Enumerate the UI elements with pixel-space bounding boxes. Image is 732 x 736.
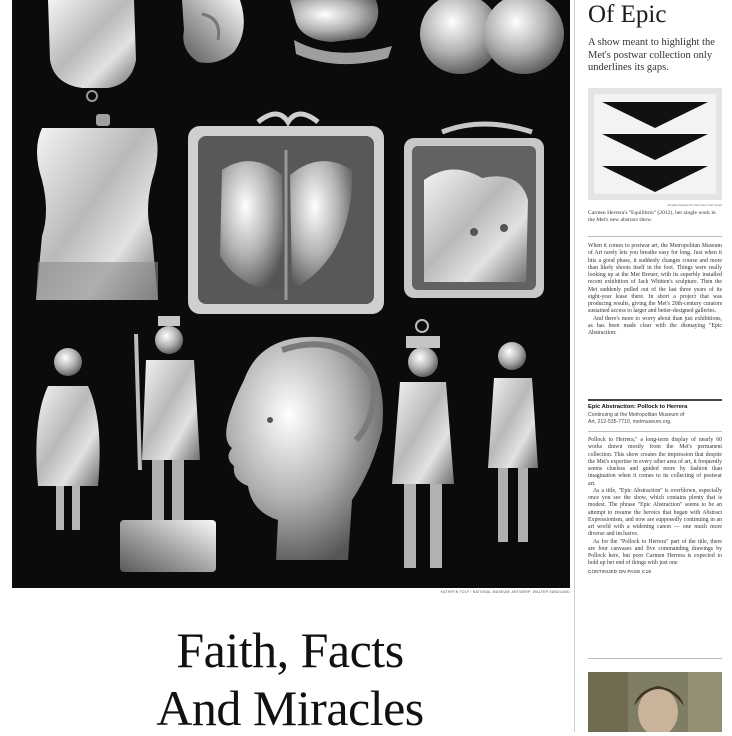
- sidebar-deck: A show meant to highlight the Met's postwar collection only underlines its gaps.: [588, 37, 715, 74]
- milagro-man: [392, 320, 454, 568]
- column-divider: [574, 0, 575, 732]
- caption-rule: [588, 236, 722, 237]
- milagro-woman: [36, 348, 99, 530]
- milagro-heart-frame: [188, 114, 384, 314]
- article-body-2: [588, 437, 722, 576]
- milagro-chest-frame: [404, 124, 544, 298]
- paragraph: As for the "Pollock to Herrera" part of the title, there are four canvases and five commanding drawings by Pollock here, but poor Carmen Herrera is expected to hold up her end of things with just one: [588, 538, 722, 567]
- milagro-torso: [36, 114, 158, 300]
- thumbnail-rule: [588, 658, 722, 659]
- exhibition-title: Epic Abstraction: Pollock to Herrera: [588, 404, 688, 410]
- milagro-ear: [182, 0, 244, 63]
- continued-jump: [588, 568, 722, 576]
- milagro-boy: [488, 342, 538, 542]
- photo-credit: KATHRYN TOLF / NATIONAL MUSEUM, ANTWERP; WALTER SANDLAND: [440, 590, 570, 594]
- milagro-fist: [290, 0, 392, 64]
- equilibrio-painting: [588, 88, 722, 200]
- paragraph: When it comes to postwar art, the Metropolitan Museum of Art rarely lets you breathe easy for long. Just when it hits a good phase, it suddenly changes course and more than likely shoots itself in the foot. Things were really looking up at the Met Breuer, with its superbly installed recent exhibition of Jack Whitten's sculpture. Then the Met suddenly pulled out of the last three years of its eight-year lease there. In short a project that was producing results, giving the Met's 20th-century curators sustained access to larger and better-designed galleries.: [588, 243, 722, 315]
- headline-line-2: And Miracles: [156, 680, 424, 736]
- info-box-rule: [588, 399, 722, 401]
- triangle-painting-art: [588, 88, 722, 200]
- continued-label: CONTINUED ON PAGE C18: [588, 568, 652, 574]
- exhibition-info: [588, 412, 722, 426]
- article-body-1: [588, 243, 722, 337]
- paragraph: And there's more to worry about than just exhibitions, as has been made clear with the dismaying "Epic Abstraction:: [588, 315, 722, 336]
- milagro-soldier: [120, 316, 216, 572]
- painting-credit: Charles Roussel for The New York Times: [667, 203, 722, 207]
- portrait-thumbnail: [588, 672, 722, 732]
- paragraph: As a title, "Epic Abstraction" is overblown, especially once you see the show, which contains plenty that is modest. The phrase "Epic Abstraction" seems to be an attempt to resume the heroics that began with Abstract Expressionism, and now are supposedly continuing in an art world with a widening canon — one much more diverse and inclusive.: [588, 487, 722, 538]
- sidebar-heading: Of Epic: [588, 1, 667, 28]
- paragraph: Pollock to Herrera," a long-term display of nearly 60 works drawn mostly from the Met's permanent collection. This show creates the impression that despite the Met's expertise in every other area of art, it frequently seems clueless and guided more by fashion than imagination when it comes to its collecting of postwar art.: [588, 437, 722, 487]
- milagros-illustration: [12, 0, 570, 588]
- painting-caption: Carmen Herrera's "Equilibrio" (2012), her single work in the Met's new abstract show.: [588, 210, 716, 224]
- info-box-bottom-rule: [588, 431, 722, 432]
- milagro-lungs: [420, 0, 564, 74]
- milagros-photo: [12, 0, 570, 588]
- exhibition-info-line: Continuing at the Metropolitan Museum of: [588, 412, 685, 418]
- headline-line-1: Faith, Facts: [176, 622, 404, 678]
- portrait-photo: [588, 672, 722, 732]
- milagro-profile-head: [226, 337, 383, 560]
- milagro-hand: [48, 0, 136, 101]
- exhibition-info-line: Art, 212-535-7710, metmuseum.org.: [588, 418, 672, 425]
